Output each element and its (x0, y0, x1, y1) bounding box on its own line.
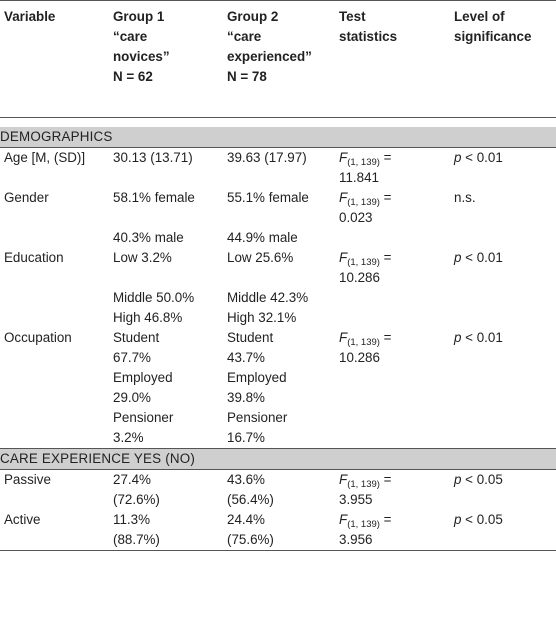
test-statistic: $F_{(1, 139)}$ = 11.841 (339, 150, 392, 185)
test-statistic: $F_{(1, 139)}$ = 3.955 (339, 472, 392, 507)
row-label: Gender (4, 190, 49, 205)
group2-value: Middle 42.3% (227, 290, 309, 305)
group2-value: 39.63 (17.97) (227, 150, 307, 165)
group1-value: High 46.8% (113, 310, 183, 325)
test-statistic: $F_{(1, 139)}$ = 10.286 (339, 330, 392, 365)
group2-value: 24.4% (75.6%) (225, 510, 337, 551)
significance-value: n.s. (454, 190, 476, 205)
test-statistic: $F_{(1, 139)}$ = 3.956 (337, 510, 452, 551)
group1-value: 11.3% (88.7%) (111, 510, 225, 551)
table-row (0, 188, 556, 228)
significance-value: p < 0.05 (452, 510, 556, 551)
section-care-experience (0, 449, 556, 470)
table-row (0, 408, 556, 449)
group2-value: High 32.1% (227, 310, 297, 325)
header-significance: Level of significance (452, 1, 556, 118)
header-test-statistics: Test statistics (337, 1, 452, 118)
group1-value: Middle 50.0% (113, 290, 195, 305)
row-label: Age [M, (SD)] (4, 150, 86, 165)
section-title: CARE EXPERIENCE YES (NO) (0, 449, 556, 470)
group1-value: Pensioner 3.2% (111, 408, 225, 449)
group2-value: 55.1% female (227, 190, 309, 205)
group2-value: Pensioner 16.7% (225, 408, 337, 449)
table-row (0, 368, 556, 408)
significance-value: p < 0.05 (454, 472, 503, 487)
table-row (0, 470, 556, 511)
group1-value: Student 67.7% (113, 330, 160, 365)
group2-value: Employed 39.8% (227, 370, 287, 405)
header-variable: Variable (0, 1, 111, 118)
table-row (0, 288, 556, 308)
significance-value: p < 0.01 (454, 250, 503, 265)
group1-value: Employed 29.0% (113, 370, 173, 405)
header-row (0, 1, 556, 118)
row-label: Occupation (4, 330, 72, 345)
row-label: Active (0, 510, 111, 551)
table-row (0, 248, 556, 288)
section-demographics (0, 127, 556, 148)
significance-value: p < 0.01 (454, 330, 503, 345)
group2-value: Low 25.6% (227, 250, 294, 265)
group1-value: 40.3% male (113, 230, 184, 245)
table-row (0, 308, 556, 328)
significance-value: p < 0.01 (454, 150, 503, 165)
table-row (0, 228, 556, 248)
group2-value: 43.6% (56.4%) (227, 472, 274, 507)
group1-value: 30.13 (13.71) (113, 150, 193, 165)
group2-value: Student 43.7% (227, 330, 274, 365)
group1-value: 58.1% female (113, 190, 195, 205)
group1-value: Low 3.2% (113, 250, 172, 265)
section-title: DEMOGRAPHICS (0, 127, 556, 148)
table-row (0, 148, 556, 189)
header-group2: Group 2 “care experienced” N = 78 (225, 1, 337, 118)
group1-value: 27.4% (72.6%) (113, 472, 160, 507)
table-row (0, 510, 556, 551)
test-statistic: $F_{(1, 139)}$ = 0.023 (339, 190, 392, 225)
test-statistic: $F_{(1, 139)}$ = 10.286 (339, 250, 392, 285)
group2-value: 44.9% male (227, 230, 298, 245)
table-row (0, 328, 556, 368)
row-label: Education (4, 250, 64, 265)
row-label: Passive (4, 472, 51, 487)
header-group1: Group 1 “care novices” N = 62 (111, 1, 225, 118)
